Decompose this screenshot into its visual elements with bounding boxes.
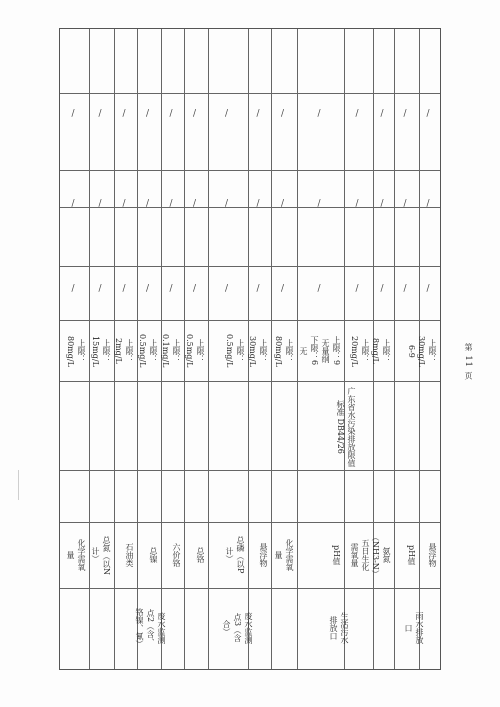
- empty-slash: /: [256, 284, 260, 294]
- empty-slash: /: [225, 284, 229, 294]
- permit-table: [59, 28, 441, 670]
- pollutant-item: 总氮（以N 计）: [91, 535, 111, 575]
- empty-slash: /: [122, 109, 126, 119]
- empty-slash: /: [355, 284, 359, 294]
- pollutant-item: 悬浮物: [259, 543, 268, 567]
- empty-slash: /: [281, 284, 285, 294]
- empty-slash: /: [256, 199, 260, 209]
- empty-slash: /: [193, 109, 197, 119]
- column-divider: [60, 381, 440, 382]
- empty-slash: /: [71, 199, 75, 209]
- limit-value: 6-9: [407, 344, 416, 358]
- empty-slash: /: [403, 199, 407, 209]
- limit-value: 上限： 0.5mg/L: [138, 334, 158, 368]
- column-divider: [60, 170, 440, 171]
- pollutant-item: 总铬: [196, 547, 205, 563]
- empty-slash: /: [380, 109, 384, 119]
- empty-slash: /: [355, 199, 359, 209]
- empty-slash: /: [193, 284, 197, 294]
- empty-slash: /: [146, 109, 150, 119]
- empty-slash: /: [98, 284, 102, 294]
- limit-value: 上限： 80mg/L: [66, 335, 86, 367]
- column-divider: [60, 522, 440, 523]
- empty-slash: /: [169, 199, 173, 209]
- empty-slash: /: [169, 109, 173, 119]
- empty-slash: /: [71, 109, 75, 119]
- pollutant-item: 五日生化 需氧量: [350, 539, 370, 571]
- empty-slash: /: [317, 109, 321, 119]
- limit-value: 上限： 0.5mg/L: [185, 334, 205, 368]
- monitoring-point: 雨水排放 口: [404, 612, 424, 644]
- column-divider: [60, 470, 440, 471]
- pollutant-item: pH值: [332, 544, 341, 566]
- pollutant-item: 悬浮物: [428, 543, 437, 567]
- empty-slash: /: [426, 109, 430, 119]
- empty-slash: /: [193, 199, 197, 209]
- pollutant-item: 化学需氧 量: [274, 539, 294, 571]
- column-divider: [60, 93, 440, 94]
- limit-value: 上限： 20mg/L: [350, 335, 370, 367]
- column-divider: [60, 320, 440, 321]
- column-divider: [60, 266, 440, 267]
- pollutant-item: pH值: [407, 544, 416, 566]
- empty-slash: /: [426, 199, 430, 209]
- limit-value: 上限： 2mg/L: [114, 338, 134, 364]
- pollutant-item: 氨氮 （NH3-N）: [371, 532, 391, 578]
- row-divider: [271, 29, 272, 669]
- pollutant-item: 石油类: [125, 543, 134, 567]
- limit-value: 上限： 0.5mg/L: [225, 334, 245, 368]
- empty-slash: /: [403, 109, 407, 119]
- monitoring-point: 废水监测 点2（含、 铬镍、氰）: [135, 608, 166, 648]
- empty-slash: /: [225, 199, 229, 209]
- empty-slash: /: [98, 109, 102, 119]
- pollutant-item: 总磷（以P 计）: [225, 536, 245, 574]
- pollutant-item: 化学需氧 量: [66, 539, 86, 571]
- emission-standard: 广东省水污染排放限值 标准 DB44/26: [336, 387, 356, 467]
- empty-slash: /: [281, 199, 285, 209]
- empty-slash: /: [98, 199, 102, 209]
- pollutant-item: 六价铬: [172, 543, 181, 567]
- empty-slash: /: [281, 109, 285, 119]
- empty-slash: /: [426, 284, 430, 294]
- empty-slash: /: [317, 199, 321, 209]
- limit-value: 上限： 30mg/L: [417, 335, 437, 367]
- limit-value: 上限： 8mg/L: [371, 338, 391, 364]
- empty-slash: /: [380, 199, 384, 209]
- limit-value: 上限： 30mg/L: [248, 335, 268, 367]
- empty-slash: /: [146, 199, 150, 209]
- empty-slash: /: [146, 284, 150, 294]
- empty-slash: /: [169, 284, 173, 294]
- empty-slash: /: [122, 199, 126, 209]
- pollutant-item: 总镍: [149, 547, 158, 563]
- empty-slash: /: [225, 109, 229, 119]
- monitoring-point: 生活污水 排放口: [329, 612, 349, 644]
- empty-slash: /: [122, 284, 126, 294]
- empty-slash: /: [355, 109, 359, 119]
- empty-slash: /: [380, 284, 384, 294]
- row-divider: [344, 29, 345, 669]
- limit-value: 上限： 0.1mg/L: [161, 334, 181, 368]
- row-divider: [208, 29, 209, 669]
- limit-value: 上限：9 无量纲 下限：6 无: [299, 336, 341, 366]
- empty-slash: /: [403, 284, 407, 294]
- page-number: 第 11 页: [464, 343, 473, 381]
- empty-slash: /: [256, 109, 260, 119]
- empty-slash: /: [71, 284, 75, 294]
- monitoring-point: 废水监测 点3（含 合）: [222, 612, 253, 644]
- empty-slash: /: [317, 284, 321, 294]
- column-divider: [60, 588, 440, 589]
- row-divider: [394, 29, 395, 669]
- limit-value: 上限： 15mg/L: [91, 335, 111, 367]
- limit-value: 上限： 80mg/L: [274, 335, 294, 367]
- margin-mark: [18, 470, 19, 500]
